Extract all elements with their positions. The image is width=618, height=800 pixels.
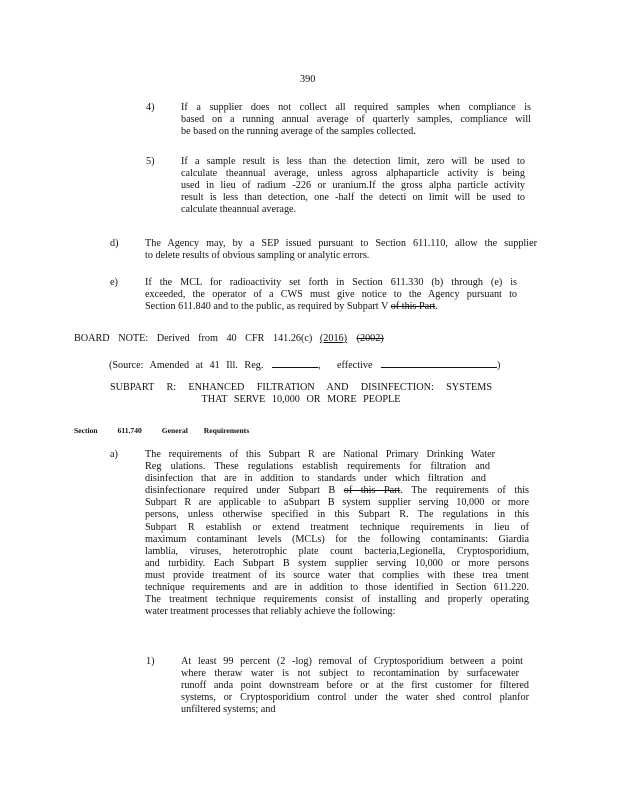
item-e-end-period: . bbox=[435, 301, 438, 313]
para-a-line-1: The requirements of this Subpart R are National Primary Drinking Water bbox=[145, 449, 495, 460]
item-5-line-3: used in lieu of radium -226 or uranium.If the gross alpha particle activity bbox=[181, 180, 525, 192]
item-5-text bbox=[181, 156, 525, 216]
item-d-line-2: to delete results of obvious sampling or analytic errors. bbox=[145, 250, 370, 262]
para-1-line-5: unfiltered systems; and bbox=[181, 704, 276, 716]
para-a-line-3: disinfection that are in addition to standards under which filtration and bbox=[145, 473, 486, 485]
para-a-line-7: Subpart R establish or extend treatment technique requirements in lieu of bbox=[145, 521, 529, 533]
item-d-text bbox=[145, 238, 537, 262]
source-effective: , effective bbox=[317, 360, 373, 371]
para-a-line-14: water treatment processes that reliably achieve the following: bbox=[145, 606, 396, 618]
subpart-heading-line-2: THAT SERVE 10,000 OR MORE PEOPLE bbox=[201, 394, 401, 406]
item-5-line-2: calculate theannual average, unless agross alphaparticle activity is being bbox=[181, 168, 525, 180]
para-a-line-11: must provide treatment of its source water that complies with these trea tment bbox=[145, 569, 529, 581]
page-number: 390 bbox=[300, 74, 316, 85]
para-a-line-6: persons, unless otherwise specified in this Subpart R. The regulations in this bbox=[145, 509, 529, 521]
item-e-text bbox=[145, 277, 517, 313]
para-a-line-2: Reg ulations. These regulations establish requirements for filtration and bbox=[145, 461, 490, 473]
board-note-inserted: (2016) bbox=[319, 333, 348, 344]
item-e-line-3-text: Section 611.840 and to the public, as required by Subpart V bbox=[145, 301, 389, 313]
item-5-line-5: calculate theannual average. bbox=[181, 204, 297, 216]
para-1-label: 1) bbox=[146, 656, 155, 667]
section-number: 611.740 bbox=[117, 426, 142, 435]
reg-number-blank bbox=[272, 358, 318, 368]
source-end: ) bbox=[497, 360, 501, 371]
para-a-line-4 bbox=[145, 485, 529, 497]
item-5-label: 5) bbox=[146, 156, 155, 167]
para-a-line-12: technique requirements and are in addition to those identified in Section 611.220. bbox=[145, 582, 529, 594]
para-1-line-2: where theraw water is not subject to recontamination by surfacewater bbox=[181, 668, 519, 680]
para-a-line-13: The treatment technique requirements consist of installing and properly operating bbox=[145, 594, 529, 606]
para-1-text bbox=[181, 656, 529, 716]
item-4-label: 4) bbox=[146, 102, 155, 113]
section-heading bbox=[74, 426, 249, 436]
board-note-deleted: (2002) bbox=[356, 333, 384, 344]
para-a-line-4-text: disinfectionare required under Subpart B bbox=[145, 485, 336, 497]
source-note bbox=[109, 358, 500, 372]
para-a-line-8: maximum contaminant levels (MCLs) for the following contaminants: Giardia bbox=[145, 533, 529, 545]
item-d-line-1: The Agency may, by a SEP issued pursuant to Section 611.110, allow the supplier bbox=[145, 238, 537, 249]
subpart-heading bbox=[110, 382, 492, 406]
item-4-line-3: be based on the running average of the samples collected. bbox=[181, 126, 416, 138]
item-4-text bbox=[181, 102, 531, 138]
item-e-line-2: exceeded, the operator of a CWS must give notice to the Agency pursuant to bbox=[145, 289, 517, 301]
para-a-text bbox=[145, 449, 529, 618]
section-title: General Requirements bbox=[161, 426, 250, 435]
para-a-line-10: and turbidity. Each Subpart B system supplier serving 10,000 or more persons bbox=[145, 557, 529, 569]
item-e-line-1: If the MCL for radioactivity set forth in Section 611.330 (b) through (e) is bbox=[145, 277, 517, 288]
item-4-line-2: based on a running annual average of quarterly samples, compliance will bbox=[181, 114, 531, 126]
subpart-heading-line-1: SUBPART R: ENHANCED FILTRATION AND DISINFECTION: SYSTEMS bbox=[110, 382, 492, 393]
para-1-line-1: At least 99 percent (2 -log) removal of Cryptosporidium between a point bbox=[181, 656, 523, 667]
para-a-deleted-text: of this Part bbox=[343, 485, 401, 497]
item-e-line-3 bbox=[145, 301, 517, 313]
para-a-line-4-tail: . The requirements of this bbox=[400, 485, 529, 497]
section-label: Section bbox=[74, 426, 98, 435]
para-1-line-3: runoff anda point downstream before or at the first customer for filtered bbox=[181, 680, 529, 692]
para-a-label: a) bbox=[110, 449, 118, 460]
board-note bbox=[74, 333, 384, 345]
item-e-label: e) bbox=[110, 277, 118, 288]
effective-date-blank bbox=[381, 358, 497, 368]
para-a-line-5: Subpart R are applicable to aSubpart B system supplier serving 10,000 or more bbox=[145, 497, 529, 509]
item-d-label: d) bbox=[110, 238, 119, 249]
board-note-text: BOARD NOTE: Derived from 40 CFR 141.26(c) bbox=[74, 333, 313, 344]
item-e-deleted-text: of this Part bbox=[390, 301, 436, 313]
para-1-line-4: systems, or Cryptosporidium control under the water shed control planfor bbox=[181, 692, 529, 704]
item-5-line-1: If a sample result is less than the detection limit, zero will be used to bbox=[181, 156, 525, 167]
item-5-line-4: result is less than detection, one -half the detecti on limit will be used to bbox=[181, 192, 525, 204]
item-4-line-1: If a supplier does not collect all required samples when compliance is bbox=[181, 102, 531, 113]
para-a-line-9: lamblia, viruses, heterotrophic plate count bacteria,Legionella, Cryptosporidium, bbox=[145, 545, 529, 557]
source-prefix: (Source: Amended at 41 Ill. Reg. bbox=[109, 360, 264, 371]
